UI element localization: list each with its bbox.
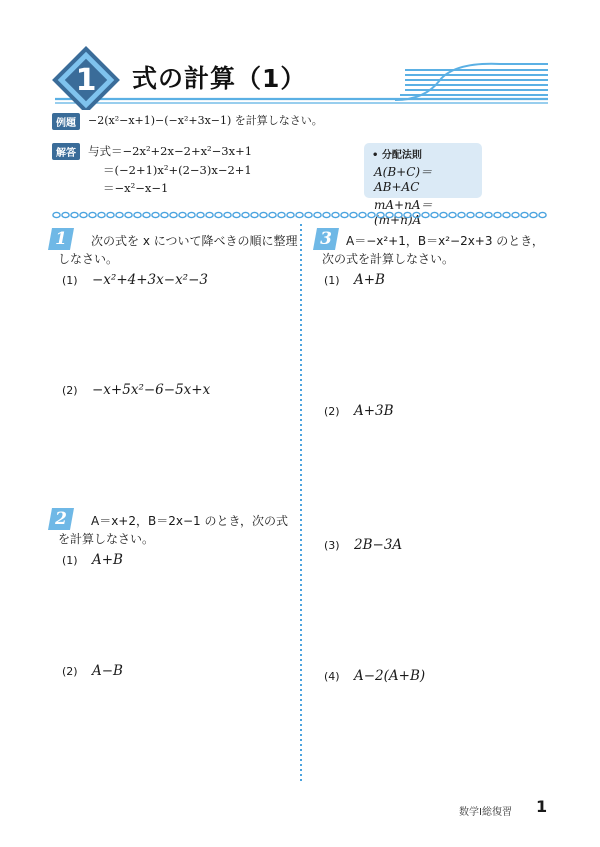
chain-link	[170, 212, 177, 217]
sub-expression: A+B	[92, 552, 123, 568]
chain-link	[206, 212, 213, 217]
chain-link	[512, 212, 519, 217]
sub-expression: −x+5x²−6−5x+x	[92, 382, 211, 398]
problem-3-number: 3	[320, 229, 332, 249]
chain-link	[80, 212, 87, 217]
chain-link	[179, 212, 186, 217]
chain-divider	[52, 209, 550, 221]
hint-line-1: A(B+C)＝AB+AC	[374, 165, 433, 194]
chain-link	[377, 212, 384, 217]
sub-expression: A+B	[354, 272, 385, 288]
chain-link	[188, 212, 195, 217]
chain-link	[197, 212, 204, 217]
problem-1-text-line1: 次の式を x について降べきの順に整理	[91, 234, 298, 248]
chain-link	[422, 212, 429, 217]
chain-link	[395, 212, 402, 217]
example-label: 例題	[52, 113, 80, 130]
page-header	[0, 0, 600, 110]
answer-line-1: 与式＝−2x²+2x−2+x²−3x+1	[88, 144, 253, 158]
chain-link	[125, 212, 132, 217]
sub-label: (2)	[324, 405, 340, 418]
chain-link	[62, 212, 69, 217]
chain-link	[440, 212, 447, 217]
chain-link	[161, 212, 168, 217]
chain-link	[233, 212, 240, 217]
hint-box	[364, 143, 482, 227]
problem-2-sub-1	[62, 552, 123, 568]
footer-book-title: 数学Ⅰ総復習	[459, 807, 512, 818]
chain-link	[53, 212, 60, 217]
sub-label: (1)	[62, 554, 78, 567]
problem-1-sub-2	[62, 382, 210, 398]
chain-link	[116, 212, 123, 217]
problem-2-text-line1: A＝x+2，B＝2x−1 のとき，次の式	[91, 514, 288, 528]
chain-link	[143, 212, 150, 217]
example-problem: −2(x²−x+1)−(−x²+3x−1) を計算しなさい。	[88, 114, 323, 127]
chain-link	[413, 212, 420, 217]
chain-link	[431, 212, 438, 217]
sub-expression: −x²+4+3x−x²−3	[92, 272, 208, 288]
sub-expression: 2B−3A	[354, 537, 403, 553]
chain-link	[386, 212, 393, 217]
problem-1-sub-1	[62, 272, 208, 288]
problem-1-number: 1	[55, 229, 67, 249]
chain-link	[458, 212, 465, 217]
chain-link	[467, 212, 474, 217]
chain-link	[404, 212, 411, 217]
chain-link	[305, 212, 312, 217]
chain-link	[287, 212, 294, 217]
problem-3-sub-2	[324, 403, 394, 419]
chain-link	[98, 212, 105, 217]
column-divider	[299, 224, 303, 784]
chain-link	[242, 212, 249, 217]
sub-expression: A+3B	[354, 403, 394, 419]
chain-link	[152, 212, 159, 217]
chain-link	[260, 212, 267, 217]
hint-line-2: mA+nA＝(m+n)A	[374, 198, 433, 227]
chain-link	[332, 212, 339, 217]
problem-3-sub-1	[324, 272, 385, 288]
chain-link	[341, 212, 348, 217]
sub-label: (3)	[324, 539, 340, 552]
sub-label: (4)	[324, 670, 340, 683]
chain-link	[485, 212, 492, 217]
chain-link	[368, 212, 375, 217]
chain-link	[314, 212, 321, 217]
problem-3-text-line2: 次の式を計算しなさい。	[322, 252, 455, 266]
chain-link	[296, 212, 303, 217]
hint-title: • 分配法則	[372, 150, 422, 161]
chain-link	[530, 212, 537, 217]
chain-link	[350, 212, 357, 217]
chain-link	[539, 212, 546, 217]
sub-label: (1)	[324, 274, 340, 287]
chain-link	[71, 212, 78, 217]
chain-link	[503, 212, 510, 217]
chain-link	[278, 212, 285, 217]
sub-label: (1)	[62, 274, 78, 287]
sub-label: (2)	[62, 384, 78, 397]
page-title: 式の計算（1）	[132, 64, 307, 93]
chain-link	[215, 212, 222, 217]
chain-link	[251, 212, 258, 217]
answer-line-2: ＝(−2+1)x²+(2−3)x−2+1	[103, 163, 252, 177]
sub-expression: A−2(A+B)	[354, 668, 426, 684]
chain-link	[521, 212, 528, 217]
sub-expression: A−B	[92, 663, 123, 679]
problem-2-number: 2	[55, 509, 67, 529]
problem-3-sub-4	[324, 668, 425, 684]
chain-link	[449, 212, 456, 217]
chain-link	[359, 212, 366, 217]
sub-label: (2)	[62, 665, 78, 678]
chain-link	[224, 212, 231, 217]
chain-link	[107, 212, 114, 217]
chain-link	[269, 212, 276, 217]
problem-2-text-line2: を計算しなさい。	[58, 532, 155, 546]
problem-3-sub-3	[324, 537, 402, 553]
chain-link	[89, 212, 96, 217]
chain-link	[476, 212, 483, 217]
chain-link	[134, 212, 141, 217]
page-number: 1	[536, 797, 548, 816]
problem-2-sub-2	[62, 663, 123, 679]
problem-3-text-line1: A＝−x²+1，B＝x²−2x+3 のとき，	[346, 234, 544, 248]
chain-link	[494, 212, 501, 217]
problem-1-text-line2: しなさい。	[58, 252, 119, 266]
answer-label: 解答	[52, 143, 80, 160]
answer-line-3: ＝−x²−x−1	[103, 181, 169, 195]
chain-link	[323, 212, 330, 217]
section-number-badge: 1	[75, 62, 97, 98]
